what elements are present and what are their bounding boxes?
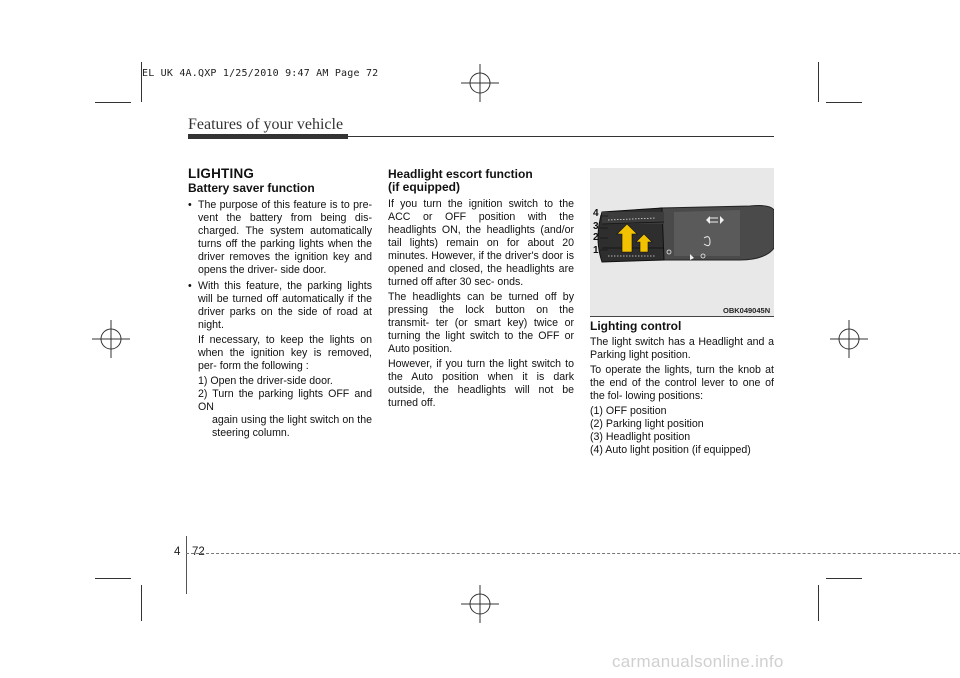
escort-paragraph-3: However, if you turn the light switch to the Auto position when it is dark outside, the headlights will not be turned off. — [388, 358, 574, 409]
figure-label-4: 4 — [593, 208, 599, 219]
footer-divider — [186, 536, 187, 594]
bullet-text: With this feature, the parking lights will be turned off automatically if the driver parks on the side of road at night. — [198, 280, 372, 331]
header-bar — [188, 134, 348, 139]
crop-mark — [95, 102, 131, 103]
battery-saver-list — [188, 199, 372, 332]
light-switch-figure — [590, 168, 774, 316]
list-item: • The purpose of this feature is to pre- vent the battery from being dis- charged. The system automatically turns off the parking lights when the driver removes the ignition key and opens the driver- side door. — [188, 199, 372, 277]
print-slug: EL UK 4A.QXP 1/25/2010 9:47 AM Page 72 — [142, 68, 379, 79]
crop-mark — [818, 585, 819, 621]
escort-paragraph-2: The headlights can be turned off by pressing the lock button on the transmit- ter (or smart key) twice or turning the light switch to the OFF or Auto position. — [388, 291, 574, 355]
lighting-control-paragraph-2: To operate the lights, turn the knob at the end of the control lever to one of the fol- lowing positions: — [590, 364, 774, 402]
registration-mark-icon — [830, 320, 868, 358]
header-rule — [348, 136, 774, 137]
figure-label-2: 2 — [593, 232, 599, 243]
bullet-subtext: If necessary, to keep the lights on when the ignition key is removed, per- form the following : — [198, 334, 372, 372]
registration-mark-icon — [461, 64, 499, 102]
column-right — [590, 320, 774, 457]
footer-chapter-number: 4 — [174, 546, 181, 558]
light-switch-illustration — [590, 168, 774, 316]
position-item-3: (3) Headlight position — [590, 431, 691, 443]
column-left — [188, 166, 372, 440]
column-middle — [388, 168, 574, 412]
crop-mark — [826, 102, 862, 103]
page-header-title: Features of your vehicle — [188, 116, 344, 133]
escort-heading-line1: Headlight escort function — [388, 167, 533, 181]
crop-mark — [818, 62, 819, 102]
step-2-continuation: again using the light switch on the steering column. — [212, 414, 372, 439]
escort-heading-line2: (if equipped) — [388, 180, 460, 194]
section-heading: LIGHTING — [188, 166, 255, 181]
crop-mark — [141, 585, 142, 621]
registration-mark-icon — [461, 585, 499, 623]
escort-paragraph-1: If you turn the ignition switch to the ACC or OFF position with the headlights ON, the headlights (and/or tail lights) remain on for about 20 minutes. However, if the driver's door is opened and closed, the headlights are turned off after 30 sec- onds. — [388, 198, 574, 288]
footer-rule — [186, 553, 960, 554]
battery-saver-heading: Battery saver function — [188, 181, 315, 195]
registration-mark-icon — [92, 320, 130, 358]
step-1: 1) Open the driver-side door. — [198, 375, 333, 387]
list-item — [188, 280, 372, 332]
figure-label-1: 1 — [593, 245, 599, 256]
figure-label-3: 3 — [593, 221, 599, 232]
watermark: carmanualsonline.info — [612, 652, 784, 671]
figure-caption: OBK049045N — [723, 306, 771, 315]
position-item-2: (2) Parking light position — [590, 418, 704, 430]
position-item-1: (1) OFF position — [590, 405, 667, 417]
escort-heading — [388, 168, 574, 194]
step-2-line1: 2) Turn the parking lights OFF and ON — [198, 388, 372, 413]
figure-caption-rule — [590, 316, 774, 317]
step-2 — [188, 388, 372, 440]
lighting-control-heading: Lighting control — [590, 319, 682, 333]
position-item-4: (4) Auto light position (if equipped) — [590, 444, 751, 456]
lighting-control-paragraph-1: The light switch has a Headlight and a Parking light position. — [590, 336, 774, 361]
crop-mark — [95, 578, 131, 579]
crop-mark — [826, 578, 862, 579]
footer-page-number: 72 — [192, 546, 205, 558]
